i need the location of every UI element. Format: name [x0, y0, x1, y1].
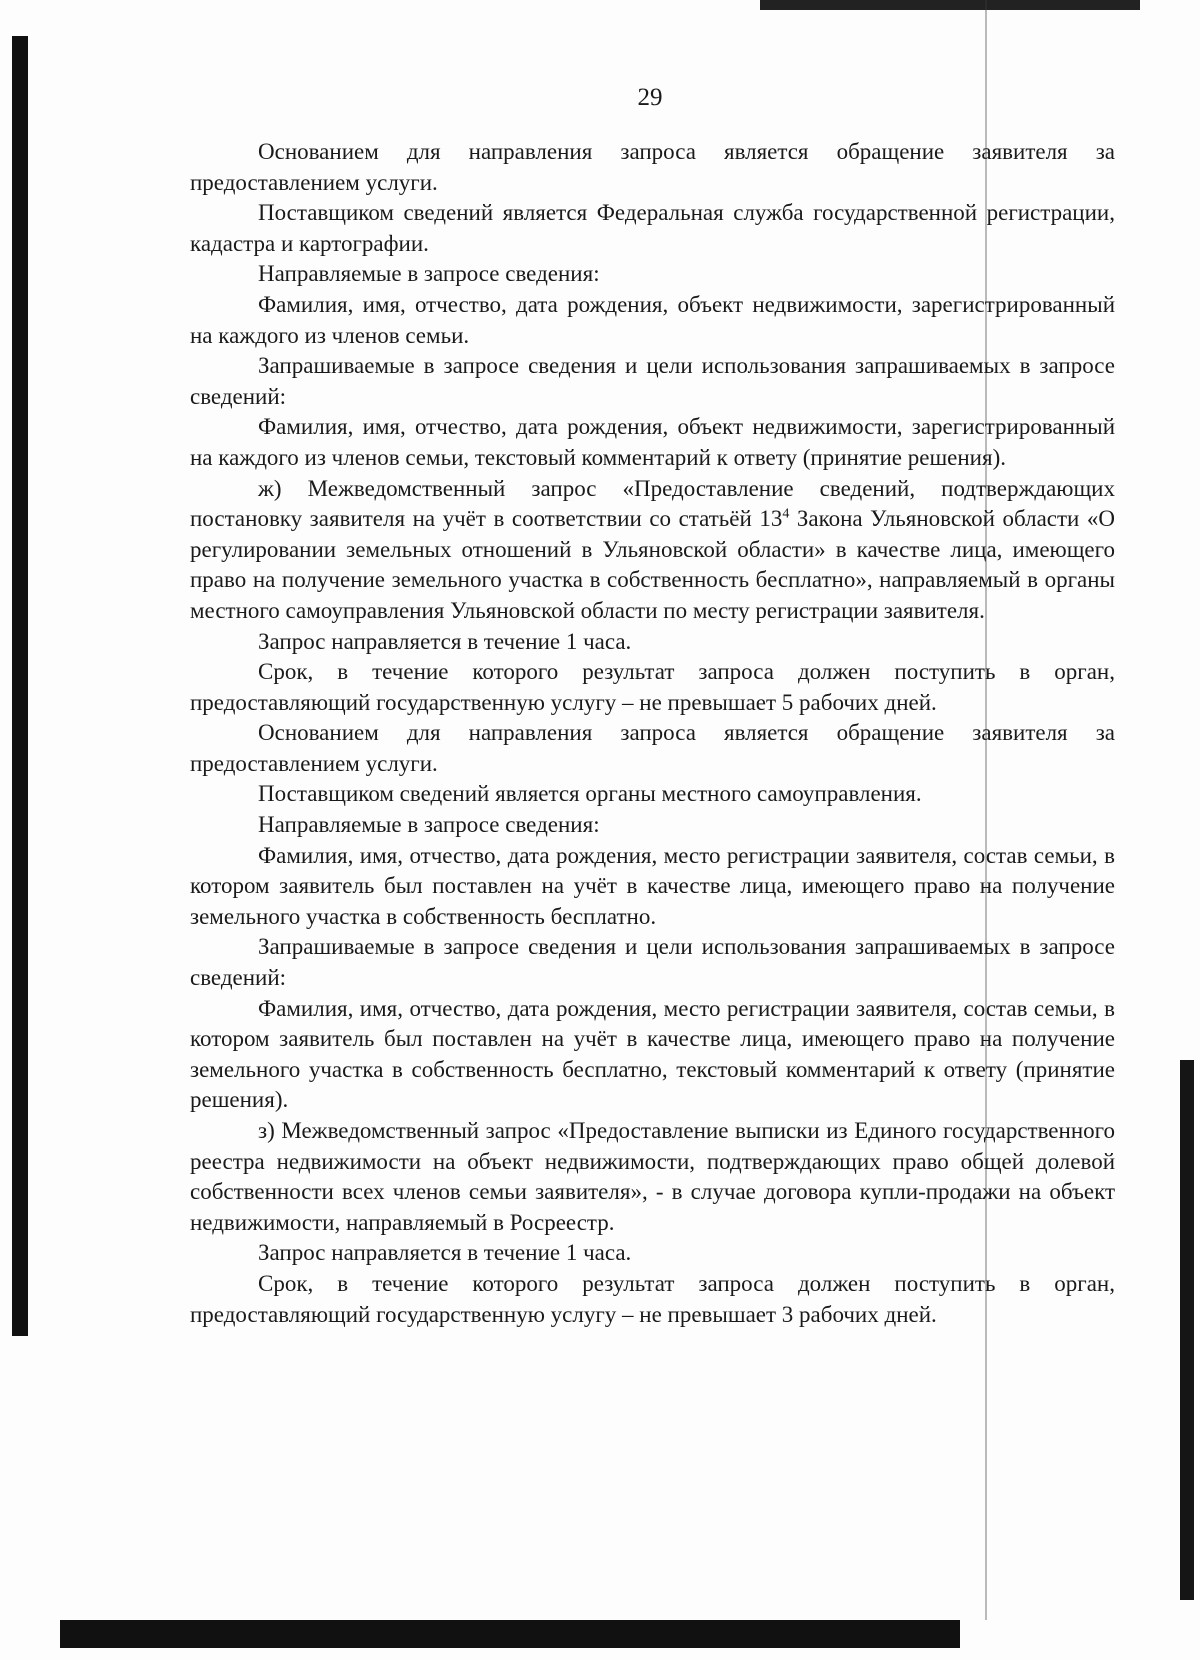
superscript: 4 — [782, 506, 790, 522]
paragraph: Поставщиком сведений является Федеральная служба государственной регистрации, кадастра и картографии. — [190, 200, 1115, 256]
paragraph: Фамилия, имя, отчество, дата рождения, объект недвижимости, зарегистрированный на каждого из членов семьи. — [190, 291, 1115, 348]
scan-edge-top — [760, 0, 1140, 10]
paragraph: Фамилия, имя, отчество, дата рождения, место регистрации заявителя, состав семьи, в котором заявитель был поставлен на учёт в качестве лица, имеющего право на получение земельного участка в собственность бесплатно, текстовый комментарий к ответу (принятие решения). — [190, 995, 1115, 1113]
paragraph: Направляемые в запросе сведения: — [258, 261, 600, 287]
paragraph: Запрос направляется в течение 1 часа. — [258, 1240, 632, 1266]
paragraph: Направляемые в запросе сведения: — [258, 812, 600, 838]
paragraph: Основанием для направления запроса является обращение заявителя за предоставлением услуги. — [190, 139, 1115, 195]
scan-edge-bottom — [60, 1620, 960, 1648]
item-zh-text: ж) Межведомственный запрос «Предоставление сведений, подтверждающих постановку заявителя на учёт в соответствии со статьёй 13 — [190, 475, 1115, 532]
paragraph: Основанием для направления запроса является обращение заявителя за предоставлением услуги. — [190, 720, 1115, 776]
paragraph: Запрашиваемые в запросе сведения и цели использования запрашиваемых в запросе сведений: — [190, 353, 1115, 409]
scan-edge-left — [12, 36, 28, 1336]
paragraph-item-zh — [190, 474, 1115, 627]
scan-edge-right — [1180, 1060, 1194, 1600]
page-number: 29 — [637, 84, 663, 111]
body-text — [190, 137, 1115, 1330]
paragraph-item-z: з) Межведомственный запрос «Предоставление выписки из Единого государственного реестра недвижимости на объект недвижимости, подтверждающих право общей долевой собственности всех членов семьи заявителя», - в случае договора купли-продажи на объект недвижимости, направляемый в Росреестр. — [190, 1118, 1115, 1235]
paragraph: Срок, в течение которого результат запроса должен поступить в орган, предоставляющий государственную услугу – не превышает 3 рабочих дней. — [190, 1270, 1115, 1327]
item-zh-text-cont: Закона Ульяновской области «О регулировании земельных отношений в Ульяновской области» в качестве лица, имеющего право на получение земельного участка в собственность бесплатно», направляемый в органы местного самоуправления Ульяновской области по месту регистрации заявителя. — [190, 506, 1115, 623]
paragraph: Срок, в течение которого результат запроса должен поступить в орган, предоставляющий государственную услугу – не превышает 5 рабочих дней. — [190, 659, 1115, 715]
paragraph: Фамилия, имя, отчество, дата рождения, место регистрации заявителя, состав семьи, в котором заявитель был поставлен на учёт в качестве лица, имеющего право на получение земельного участка в собственность бесплатно. — [190, 842, 1115, 929]
paragraph: Фамилия, имя, отчество, дата рождения, объект недвижимости, зарегистрированный на каждого из членов семьи, текстовый комментарий к ответу (принятие решения). — [190, 414, 1115, 470]
paragraph: Запрос направляется в течение 1 часа. — [258, 628, 632, 654]
paragraph: Поставщиком сведений является органы местного самоуправления. — [258, 781, 922, 807]
paragraph: Запрашиваемые в запросе сведения и цели использования запрашиваемых в запросе сведений: — [190, 934, 1115, 991]
